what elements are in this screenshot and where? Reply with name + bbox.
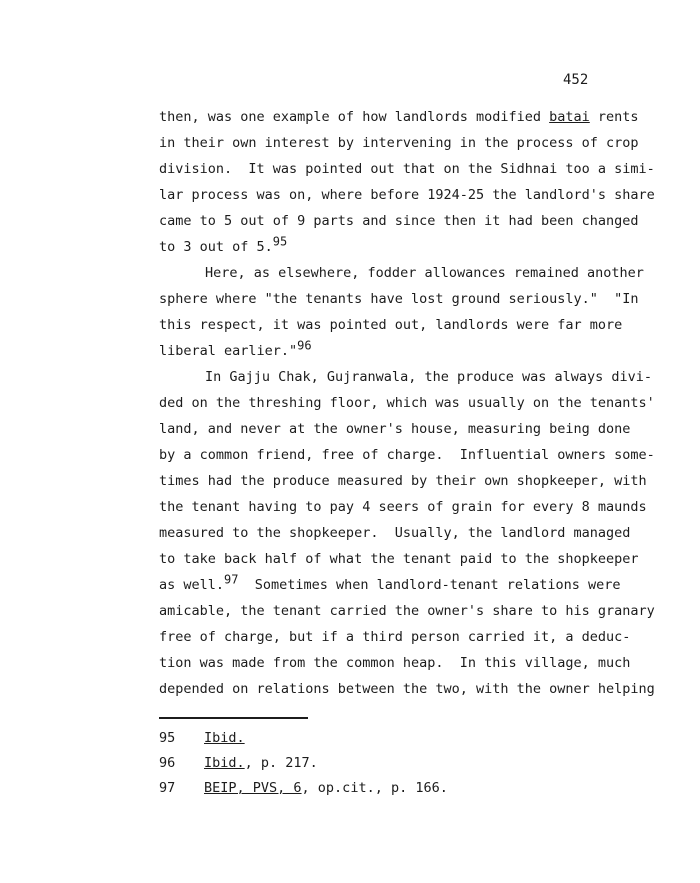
footnote-ref: 96: [297, 338, 312, 353]
footnote-item: [159, 776, 619, 801]
footnote-item: [159, 726, 619, 751]
text-line: to 3 out of 5.95: [159, 234, 288, 255]
text-line: then, was one example of how landlords modified batai rents: [159, 109, 639, 125]
footnote-ref: 97: [224, 572, 239, 587]
footnote-number: 95: [159, 730, 176, 746]
text-line: division. It was pointed out that on the Sidhnai too a simi-: [159, 161, 655, 177]
text-line: Here, as elsewhere, fodder allowances remained another: [205, 265, 644, 281]
text-line: ded on the threshing floor, which was usually on the tenants': [159, 395, 655, 411]
text-line: times had the produce measured by their own shopkeeper, with: [159, 473, 647, 489]
text-line: depended on relations between the two, with the owner helping: [159, 681, 655, 697]
footnote-citation: Ibid.: [204, 755, 245, 771]
footnote-rest: , op.cit., p. 166.: [301, 780, 448, 796]
text-line: in their own interest by intervening in the process of crop: [159, 135, 639, 151]
text-line: measured to the shopkeeper. Usually, the landlord managed: [159, 525, 631, 541]
text-line: sphere where "the tenants have lost ground seriously." "In: [159, 291, 639, 307]
text-line: liberal earlier."96: [159, 338, 312, 359]
text-line: this respect, it was pointed out, landlords were far more: [159, 317, 623, 333]
footnote-citation: Ibid.: [204, 730, 245, 746]
footnote-item: [159, 751, 619, 776]
text-line: tion was made from the common heap. In this village, much: [159, 655, 631, 671]
text-line: as well.97 Sometimes when landlord-tenant relations were: [159, 572, 621, 593]
footnote-number: 96: [159, 755, 176, 771]
text-line: the tenant having to pay 4 seers of grain for every 8 maunds: [159, 499, 647, 515]
body-text: [159, 104, 659, 702]
footnote-ref: 95: [272, 234, 288, 249]
text-line: came to 5 out of 9 parts and since then it had been changed: [159, 213, 639, 229]
text-line: to take back half of what the tenant paid to the shopkeeper: [159, 551, 639, 567]
text-line: amicable, the tenant carried the owner's share to his granary: [159, 603, 655, 619]
footnote-citation: BEIP, PVS, 6: [204, 780, 302, 796]
text-line: by a common friend, free of charge. Influential owners some-: [159, 447, 655, 463]
footnotes: [159, 726, 619, 801]
footnote-rest: , p. 217.: [244, 755, 318, 771]
underlined-term: batai: [549, 109, 590, 125]
text-line: In Gajju Chak, Gujranwala, the produce was always divi-: [205, 369, 653, 385]
text-line: land, and never at the owner's house, measuring being done: [159, 421, 631, 437]
footnote-number: 97: [159, 780, 176, 796]
footnote-divider: [159, 717, 308, 719]
text-line: lar process was on, where before 1924-25 the landlord's share: [159, 187, 655, 203]
text-line: free of charge, but if a third person carried it, a deduc-: [159, 629, 631, 645]
page-number: 452: [563, 72, 589, 88]
